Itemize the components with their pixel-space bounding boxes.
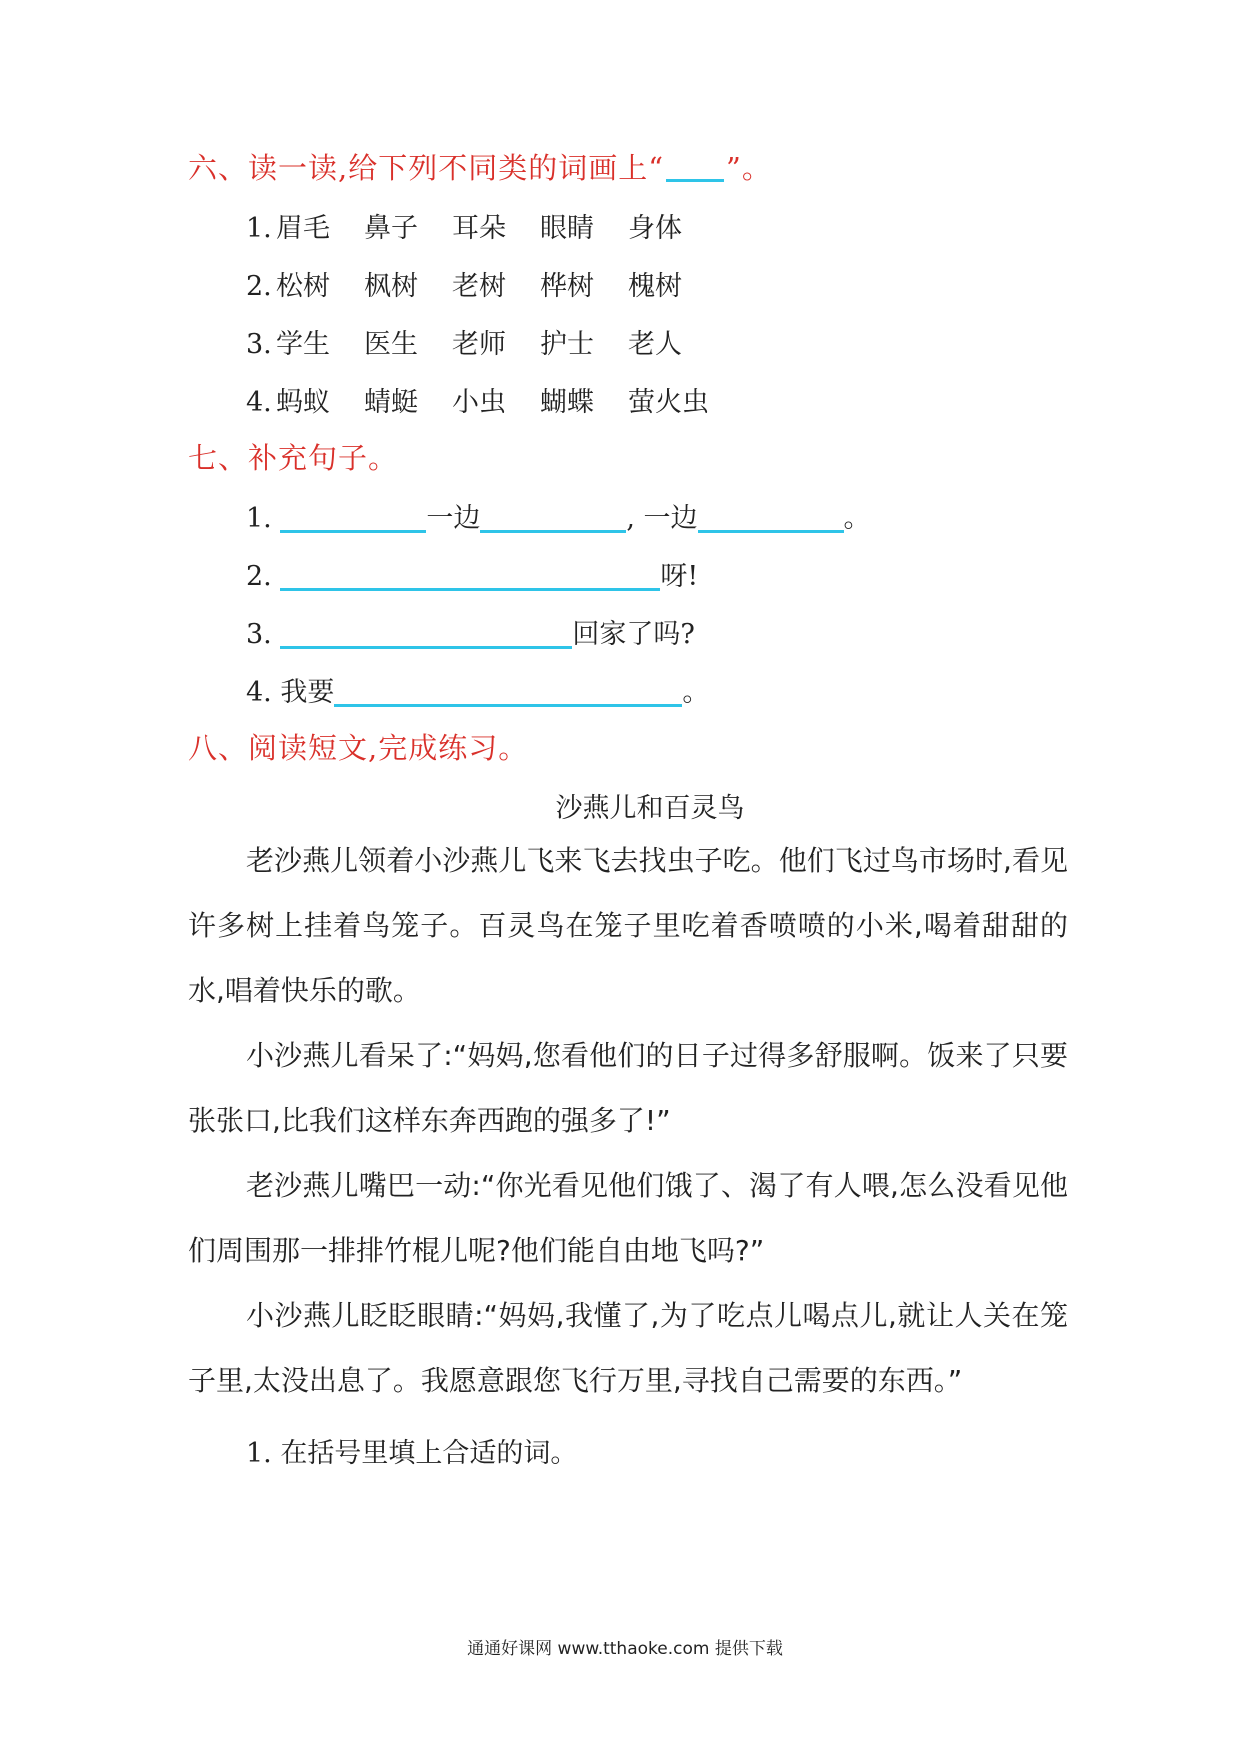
section-six-heading [188, 146, 772, 187]
word: 鼻子 [364, 213, 418, 244]
sentence-number: 2. [246, 561, 272, 592]
word: 枫树 [364, 271, 418, 302]
word: 老人 [628, 329, 682, 360]
word: 眉毛 [276, 213, 330, 244]
answer-blank[interactable] [280, 558, 660, 591]
story-paragraph-1: 老沙燕儿领着小沙燕儿飞来飞去找虫子吃。他们飞过鸟市场时,看见许多树上挂着鸟笼子。百灵鸟在笼子里吃着香喷喷的小米,喝着甜甜的水,唱着快乐的歌。 [188, 844, 1068, 1007]
sentence-text: , 一边 [626, 503, 698, 534]
word: 蚂蚁 [276, 387, 330, 418]
question-1: 1. 在括号里填上合适的词。 [246, 1438, 578, 1469]
underline-sample [666, 153, 724, 182]
sentence-3 [246, 612, 695, 652]
word: 护士 [540, 329, 594, 360]
sentence-end: 。 [843, 503, 871, 534]
answer-blank[interactable] [280, 500, 426, 533]
sentence-text: 一边 [426, 503, 481, 534]
row-number: 4. [246, 387, 272, 418]
story-paragraph-2: 小沙燕儿看呆了:“妈妈,您看他们的日子过得多舒服啊。饭来了只要张张口,比我们这样东奔西跑的强多了!” [188, 1039, 1068, 1137]
answer-blank[interactable] [480, 500, 626, 533]
row-number: 3. [246, 329, 272, 360]
word: 槐树 [628, 271, 682, 302]
word: 蜻蜓 [364, 387, 418, 418]
section-six-title-after: ”。 [726, 151, 772, 185]
word: 松树 [276, 271, 330, 302]
word-row-3 [246, 322, 716, 361]
word: 学生 [276, 329, 330, 360]
story-paragraph-4: 小沙燕儿眨眨眼睛:“妈妈,我懂了,为了吃点儿喝点儿,就让人关在笼子里,太没出息了。我愿意跟您飞行万里,寻找自己需要的东西。” [188, 1299, 1068, 1397]
sentence-number: 1. [246, 503, 272, 534]
word: 桦树 [540, 271, 594, 302]
story-paragraph-3: 老沙燕儿嘴巴一动:“你光看见他们饿了、渴了有人喂,怎么没看见他们周围那一排排竹棍儿呢?他们能自由地飞吗?” [188, 1169, 1068, 1267]
sentence-number: 4. 我要 [246, 677, 335, 708]
word-row-1 [246, 206, 716, 245]
row-number: 2. [246, 271, 272, 302]
word: 萤火虫 [628, 387, 709, 418]
story-title: 沙燕儿和百灵鸟 [555, 793, 745, 824]
sentence-end: 呀! [660, 561, 699, 592]
word: 身体 [628, 213, 682, 244]
word: 耳朵 [452, 213, 506, 244]
word: 老师 [452, 329, 506, 360]
word: 眼睛 [540, 213, 594, 244]
word: 小虫 [452, 387, 506, 418]
word-row-2 [246, 264, 716, 303]
sentence-2 [246, 554, 698, 594]
page-footer: 通通好课网 www.tthaoke.com 提供下载 [467, 1639, 783, 1659]
answer-blank[interactable] [280, 616, 572, 649]
sentence-end: 。 [682, 677, 710, 708]
section-seven-heading: 七、补充句子。 [188, 441, 399, 475]
row-number: 1. [246, 213, 272, 244]
word: 医生 [364, 329, 418, 360]
sentence-end: 回家了吗? [572, 619, 695, 650]
word-row-4 [246, 380, 716, 419]
section-six-title-before: 六、读一读,给下列不同类的词画上“ [188, 151, 665, 185]
section-eight-heading: 八、阅读短文,完成练习。 [188, 731, 529, 765]
sentence-number: 3. [246, 619, 272, 650]
answer-blank[interactable] [698, 500, 844, 533]
word: 老树 [452, 271, 506, 302]
sentence-4 [246, 670, 709, 710]
sentence-1 [246, 496, 871, 536]
word: 蝴蝶 [540, 387, 594, 418]
answer-blank[interactable] [334, 674, 682, 707]
